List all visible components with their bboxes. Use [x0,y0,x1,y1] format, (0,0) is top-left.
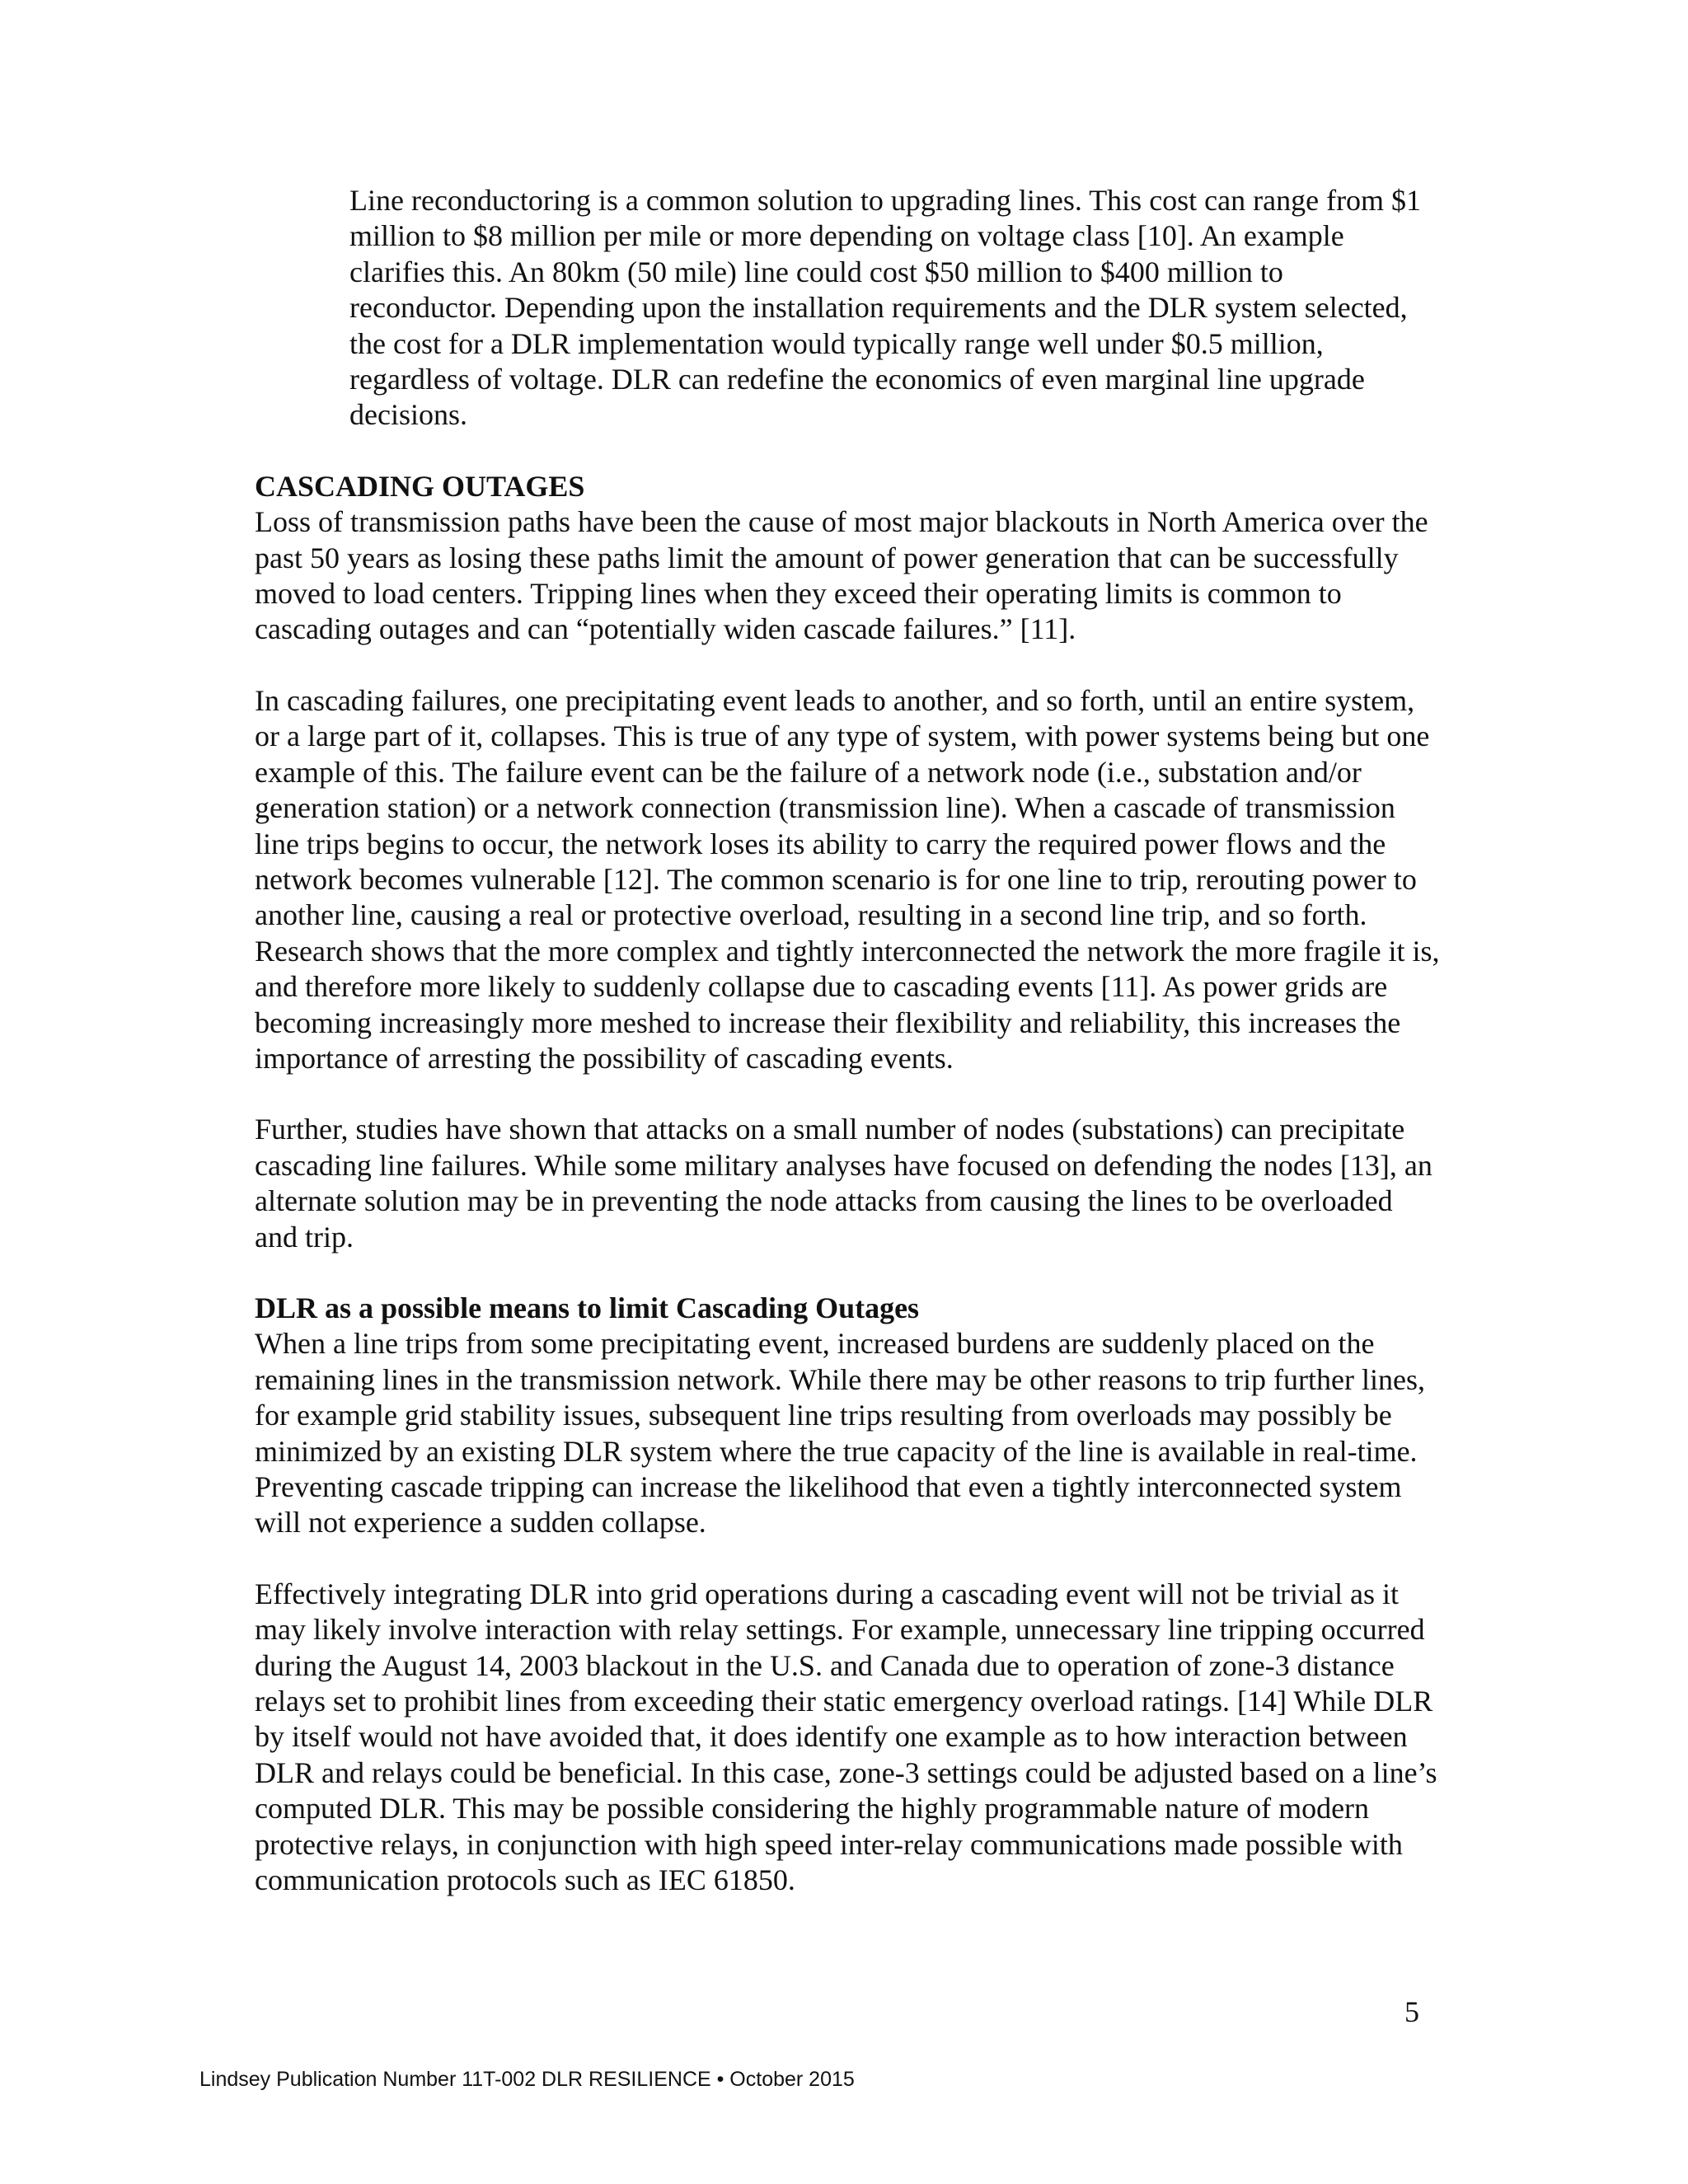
body-paragraph: When a line trips from some precipitating event, increased burdens are suddenly placed on the remaining lines in the transmission network. While there may be other reasons to trip further lines, for example grid stability issues, subsequent line trips resulting from overloads may possibly be minimized by an existing DLR system where the true capacity of the line is available in real-time. Preventing cascade tripping can increase the likelihood that even a tightly interconnected system will not experience a sudden collapse. [255,1327,1425,1540]
page-footer: Lindsey Publication Number 11T-002 DLR RESILIENCE • October 2015 [199,2068,855,2091]
intro-paragraph: Line reconductoring is a common solution to upgrading lines. This cost can range from $1 million to $8 million per mile or more depending on voltage class [10]. An example clarifies this. An 80km (50 mile) line could cost $50 million to $400 million to reconductor. Depending upon the installation requirements and the DLR system selected, the cost for a DLR implementation would typically range well under $0.5 million, regardless of voltage. DLR can redefine the economics of even marginal line upgrade decisions. [349,184,1422,432]
section-heading: DLR as a possible means to limit Cascading Outages [255,1291,920,1324]
body-paragraph: Loss of transmission paths have been the cause of most major blackouts in North America over the past 50 years as losing these paths limit the amount of power generation that can be successfully moved to load centers. Tripping lines when they exceed their operating limits is common to cascading outages and can “potentially widen cascade failures.” [11]. [255,505,1428,646]
page-number: 5 [1404,1995,1419,2028]
page-content [255,183,1442,1933]
body-paragraph: Effectively integrating DLR into grid operations during a cascading event will not be trivial as it may likely involve interaction with relay settings. For example, unnecessary line tripping occurred during the August 14, 2003 blackout in the U.S. and Canada due to operation of zone-3 distance relays set to prohibit lines from exceeding their static emergency overload ratings. [14] While DLR by itself would not have avoided that, it does identify one example as to how interaction between DLR and relays could be beneficial. In this case, zone-3 settings could be adjusted based on a line’s computed DLR. This may be possible considering the highly programmable nature of modern protective relays, in conjunction with high speed inter-relay communications made possible with communication protocols such as IEC 61850. [255,1577,1437,1897]
section-heading: CASCADING OUTAGES [255,469,585,503]
body-paragraph: Further, studies have shown that attacks on a small number of nodes (substations) can precipitate cascading line failures. While some military analyses have focused on defending the nodes [13], an alternate solution may be in preventing the node attacks from causing the lines to be overloaded and trip. [255,1113,1432,1254]
body-paragraph: In cascading failures, one precipitating event leads to another, and so forth, until an entire system, or a large part of it, collapses. This is true of any type of system, with power systems being but one example of this. The failure event can be the failure of a network node (i.e., substation and/or generation station) or a network connection (transmission line). When a cascade of transmission line trips begins to occur, the network loses its ability to carry the required power flows and the network becomes vulnerable [12]. The common scenario is for one line to trip, rerouting power to another line, causing a real or protective overload, resulting in a second line trip, and so forth. Research shows that the more complex and tightly interconnected the network the more fragile it is, and therefore more likely to suddenly collapse due to cascading events [11]. As power grids are becoming increasingly more meshed to increase their flexibility and reliability, this increases the importance of arresting the possibility of cascading events. [255,683,1440,1075]
section-dlr-cascading-outages [255,1291,1442,1899]
section-cascading-outages [255,469,1442,1255]
